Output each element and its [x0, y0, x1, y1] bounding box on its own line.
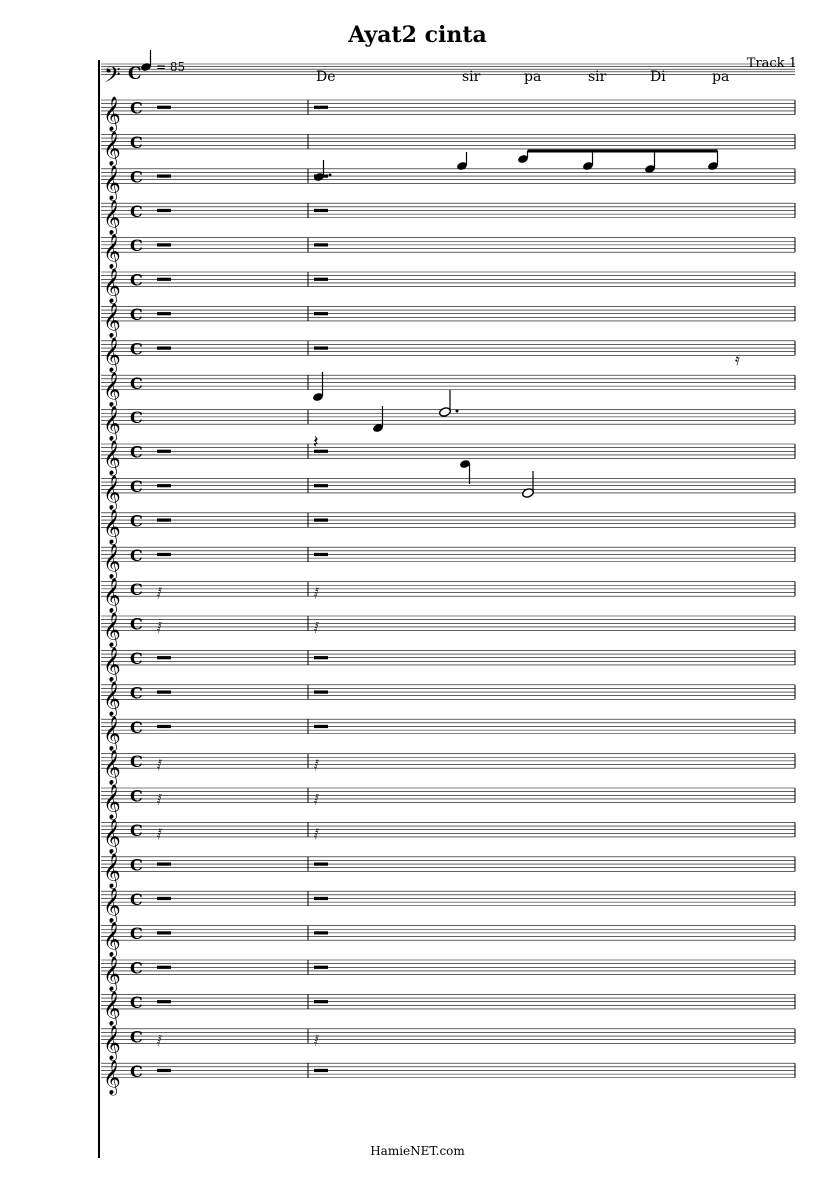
treble-staff	[101, 750, 795, 786]
time-signature: C	[130, 614, 143, 634]
rest-icon: 𝅁	[157, 585, 162, 600]
time-signature: C	[130, 717, 143, 737]
lyrics-line	[316, 69, 729, 85]
treble-staff	[101, 441, 795, 477]
time-signature: C	[130, 992, 143, 1012]
time-signature: C	[130, 545, 143, 565]
treble-staff	[101, 681, 795, 717]
time-signature: C	[130, 786, 143, 806]
time-signature: C	[130, 511, 143, 531]
treble-clef-icon: 𝄞	[103, 371, 121, 407]
rest-icon: 𝅁	[157, 825, 162, 840]
rest-icon: 𝅁	[314, 619, 319, 634]
time-signature: C	[130, 236, 143, 256]
treble-clef-icon: 𝄞	[103, 715, 121, 751]
treble-clef-icon: 𝄞	[103, 165, 121, 201]
treble-staff	[101, 785, 795, 821]
treble-clef-icon: 𝄞	[103, 337, 121, 373]
treble-staff	[101, 303, 795, 339]
treble-clef-icon: 𝄞	[103, 750, 121, 786]
treble-clef-icon: 𝄞	[103, 990, 121, 1026]
treble-staff	[101, 337, 795, 373]
score-title: Ayat2 cinta	[348, 22, 487, 48]
treble-staff	[101, 647, 795, 683]
time-signature: C	[130, 752, 143, 772]
treble-clef-icon: 𝄞	[103, 440, 121, 476]
treble-staves	[101, 97, 795, 1096]
rest-icon: 𝅁	[157, 757, 162, 772]
rest-icon: 𝅁	[314, 825, 319, 840]
treble-staff	[101, 131, 795, 167]
treble-clef-icon: 𝄞	[103, 887, 121, 923]
treble-clef-icon: 𝄞	[103, 1059, 121, 1095]
treble-staff	[101, 544, 795, 580]
time-signature: C	[130, 1061, 143, 1081]
lyric-syllable: sir	[462, 69, 481, 85]
time-signature: C	[130, 270, 143, 290]
treble-clef-icon: 𝄞	[103, 96, 121, 132]
treble-clef-icon: 𝄞	[103, 853, 121, 889]
treble-staff	[101, 991, 795, 1027]
time-signature: C	[130, 201, 143, 221]
time-signature: C	[130, 304, 143, 324]
rest-icon: 𝅁	[314, 585, 319, 600]
treble-clef-icon: 𝄞	[103, 302, 121, 338]
treble-clef-icon: 𝄞	[103, 578, 121, 614]
treble-clef-icon: 𝄞	[103, 818, 121, 854]
treble-staff	[101, 372, 795, 408]
treble-staff	[101, 509, 795, 545]
lyric-syllable: pa	[712, 69, 730, 85]
time-signature: C	[130, 580, 143, 600]
time-signature: C	[130, 476, 143, 496]
treble-staff	[101, 888, 795, 924]
treble-clef-icon: 𝄞	[103, 199, 121, 235]
time-signature: C	[130, 373, 143, 393]
treble-clef-icon: 𝄞	[103, 268, 121, 304]
time-signature: C	[130, 683, 143, 703]
time-signature: C	[130, 98, 143, 118]
treble-clef-icon: 𝄞	[103, 646, 121, 682]
time-signature: C	[130, 924, 143, 944]
treble-staff	[101, 1060, 795, 1096]
lyric-syllable: sir	[588, 69, 607, 85]
time-signature: C	[130, 889, 143, 909]
time-signature: C	[130, 820, 143, 840]
treble-staff	[101, 819, 795, 855]
bass-clef-icon: 𝄢	[104, 63, 121, 93]
rest-icon: 𝅁	[157, 619, 162, 634]
melody-notes	[313, 151, 719, 182]
time-signature: C	[130, 339, 143, 359]
treble-staff	[101, 165, 795, 201]
treble-staff	[101, 613, 795, 649]
treble-clef-icon: 𝄞	[103, 543, 121, 579]
bass-staff	[101, 63, 795, 93]
time-signature: C	[130, 648, 143, 668]
time-signature: C	[128, 64, 142, 84]
treble-clef-icon: 𝄞	[103, 1025, 121, 1061]
treble-staff	[101, 578, 795, 614]
treble-clef-icon: 𝄞	[103, 922, 121, 958]
treble-staff	[101, 957, 795, 993]
time-signature: C	[130, 1027, 143, 1047]
time-signature: C	[130, 442, 143, 462]
tempo-value: = 85	[156, 60, 186, 74]
treble-staff	[101, 269, 795, 305]
footer-credit: HamieNET.com	[370, 1144, 465, 1158]
lyric-syllable: Di	[650, 69, 666, 85]
treble-clef-icon: 𝄞	[103, 612, 121, 648]
treble-clef-icon: 𝄞	[103, 474, 121, 510]
treble-clef-icon: 𝄞	[103, 956, 121, 992]
lyric-syllable: De	[316, 69, 336, 85]
rest-icon: 𝅁	[314, 1032, 319, 1047]
treble-clef-icon: 𝄞	[103, 509, 121, 545]
time-signature: C	[130, 958, 143, 978]
rest-icon: 𝅁	[157, 1032, 162, 1047]
treble-clef-icon: 𝄞	[103, 234, 121, 270]
rest-icon: 𝅁	[314, 757, 319, 772]
treble-clef-icon: 𝄞	[103, 784, 121, 820]
quarter-rest-icon: 𝄽	[313, 432, 319, 453]
treble-clef-icon: 𝄞	[103, 681, 121, 717]
rest-icon: 𝅁	[314, 791, 319, 806]
treble-staff	[101, 853, 795, 889]
treble-staff	[101, 97, 795, 133]
treble-staff	[101, 475, 795, 511]
tempo-marking	[140, 50, 185, 74]
time-signature: C	[130, 167, 143, 187]
sixteenth-rest-icon: 𝄿	[735, 350, 740, 369]
treble-staff	[101, 922, 795, 958]
treble-clef-icon: 𝄞	[103, 406, 121, 442]
treble-staff	[101, 716, 795, 752]
treble-clef-icon: 𝄞	[103, 130, 121, 166]
treble-staff	[101, 234, 795, 270]
time-signature: C	[130, 855, 143, 875]
treble-staff	[101, 1025, 795, 1061]
time-signature: C	[130, 132, 143, 152]
lyric-syllable: pa	[524, 69, 542, 85]
track-label: Track 1	[746, 56, 797, 71]
time-signature: C	[130, 408, 143, 428]
treble-staff	[101, 200, 795, 236]
rest-icon: 𝅁	[157, 791, 162, 806]
